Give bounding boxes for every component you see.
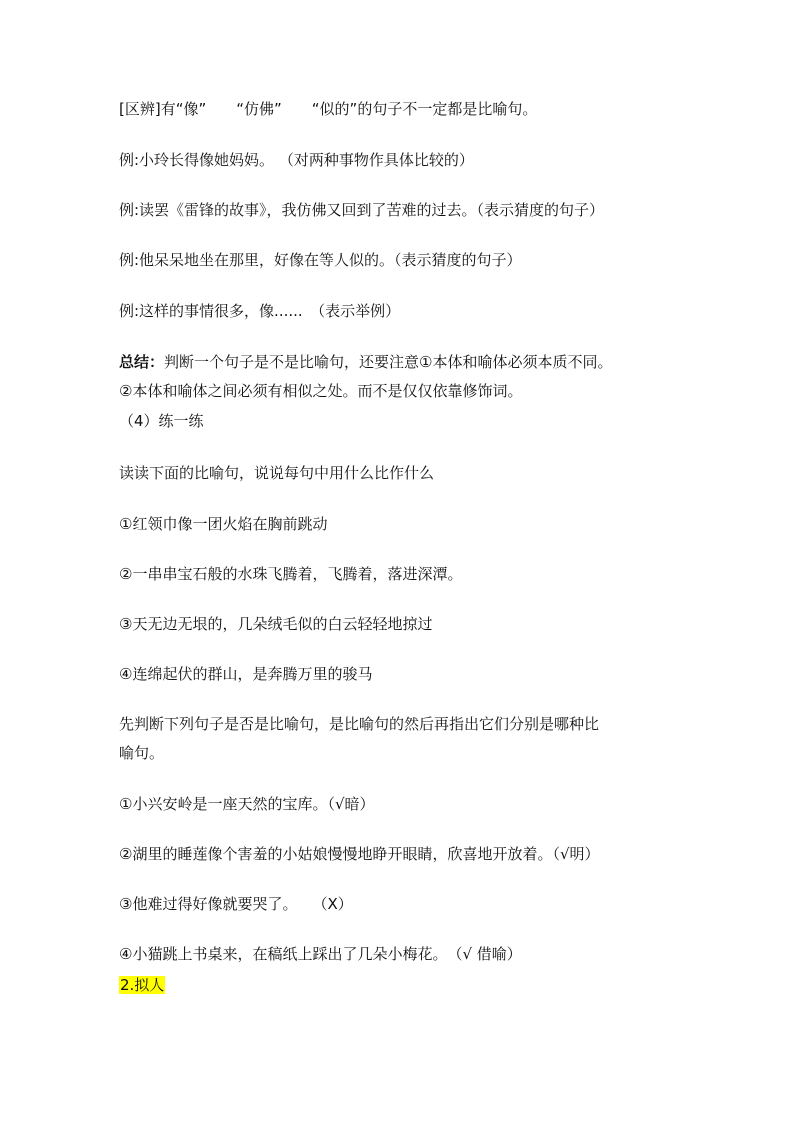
practice-instruction-2: 先判断下列句子是否是比喻句，是比喻句的然后再指出它们分别是哪种比: [119, 715, 600, 733]
judge-item-1: ①小兴安岭是一座天然的宝库。（√暗）: [119, 795, 375, 813]
practice-item-2: ②一串串宝石般的水珠飞腾着，飞腾着，落进深潭。: [119, 565, 463, 583]
example-guess-2: 例:他呆呆地坐在那里，好像在等人似的。（表示猜度的句子）: [119, 251, 522, 269]
example-comparison: 例:小玲长得像她妈妈。 （对两种事物作具体比较的）: [119, 151, 474, 169]
distinguish-note: [区辨]有“像” “仿佛” “似的”的句子不一定都是比喻句。: [119, 100, 538, 118]
summary-text: 判断一个句子是不是比喻句，还要注意①本体和喻体必须本质不同。: [164, 353, 613, 371]
practice-instruction-1: 读读下面的比喻句，说说每句中用什么比作什么: [119, 464, 435, 482]
judge-item-3: ③他难过得好像就要哭了。 （X）: [119, 895, 353, 913]
judge-item-2: ②湖里的睡莲像个害羞的小姑娘慢慢地睁开眼睛，欣喜地开放着。（√明）: [119, 845, 600, 863]
practice-instruction-2-cont: 喻句。: [119, 744, 165, 762]
section-heading-personification: [119, 975, 165, 995]
judge-item-4: ④小猫跳上书桌来，在稿纸上踩出了几朵小梅花。 （√ 借喻）: [119, 945, 522, 963]
example-guess-1: 例:读罢《雷锋的故事》，我仿佛又回到了苦难的过去。（表示猜度的句子）: [119, 201, 605, 219]
section-heading-text: 2.拟人: [120, 976, 165, 994]
summary-label: 总结：: [119, 353, 165, 371]
practice-item-1: ①红领巾像一团火焰在胸前跳动: [119, 515, 328, 533]
summary-line-2: ②本体和喻体之间必须有相似之处。而不是仅仅依靠修饰词。: [119, 382, 523, 400]
practice-item-3: ③天无边无垠的，几朵绒毛似的白云轻轻地掠过: [119, 615, 433, 633]
summary-line: [119, 352, 612, 372]
practice-heading: （4）练一练: [119, 412, 204, 430]
example-enumeration: 例:这样的事情很多，像...... （表示举例）: [119, 302, 401, 320]
practice-item-4: ④连绵起伏的群山，是奔腾万里的骏马: [119, 665, 373, 683]
